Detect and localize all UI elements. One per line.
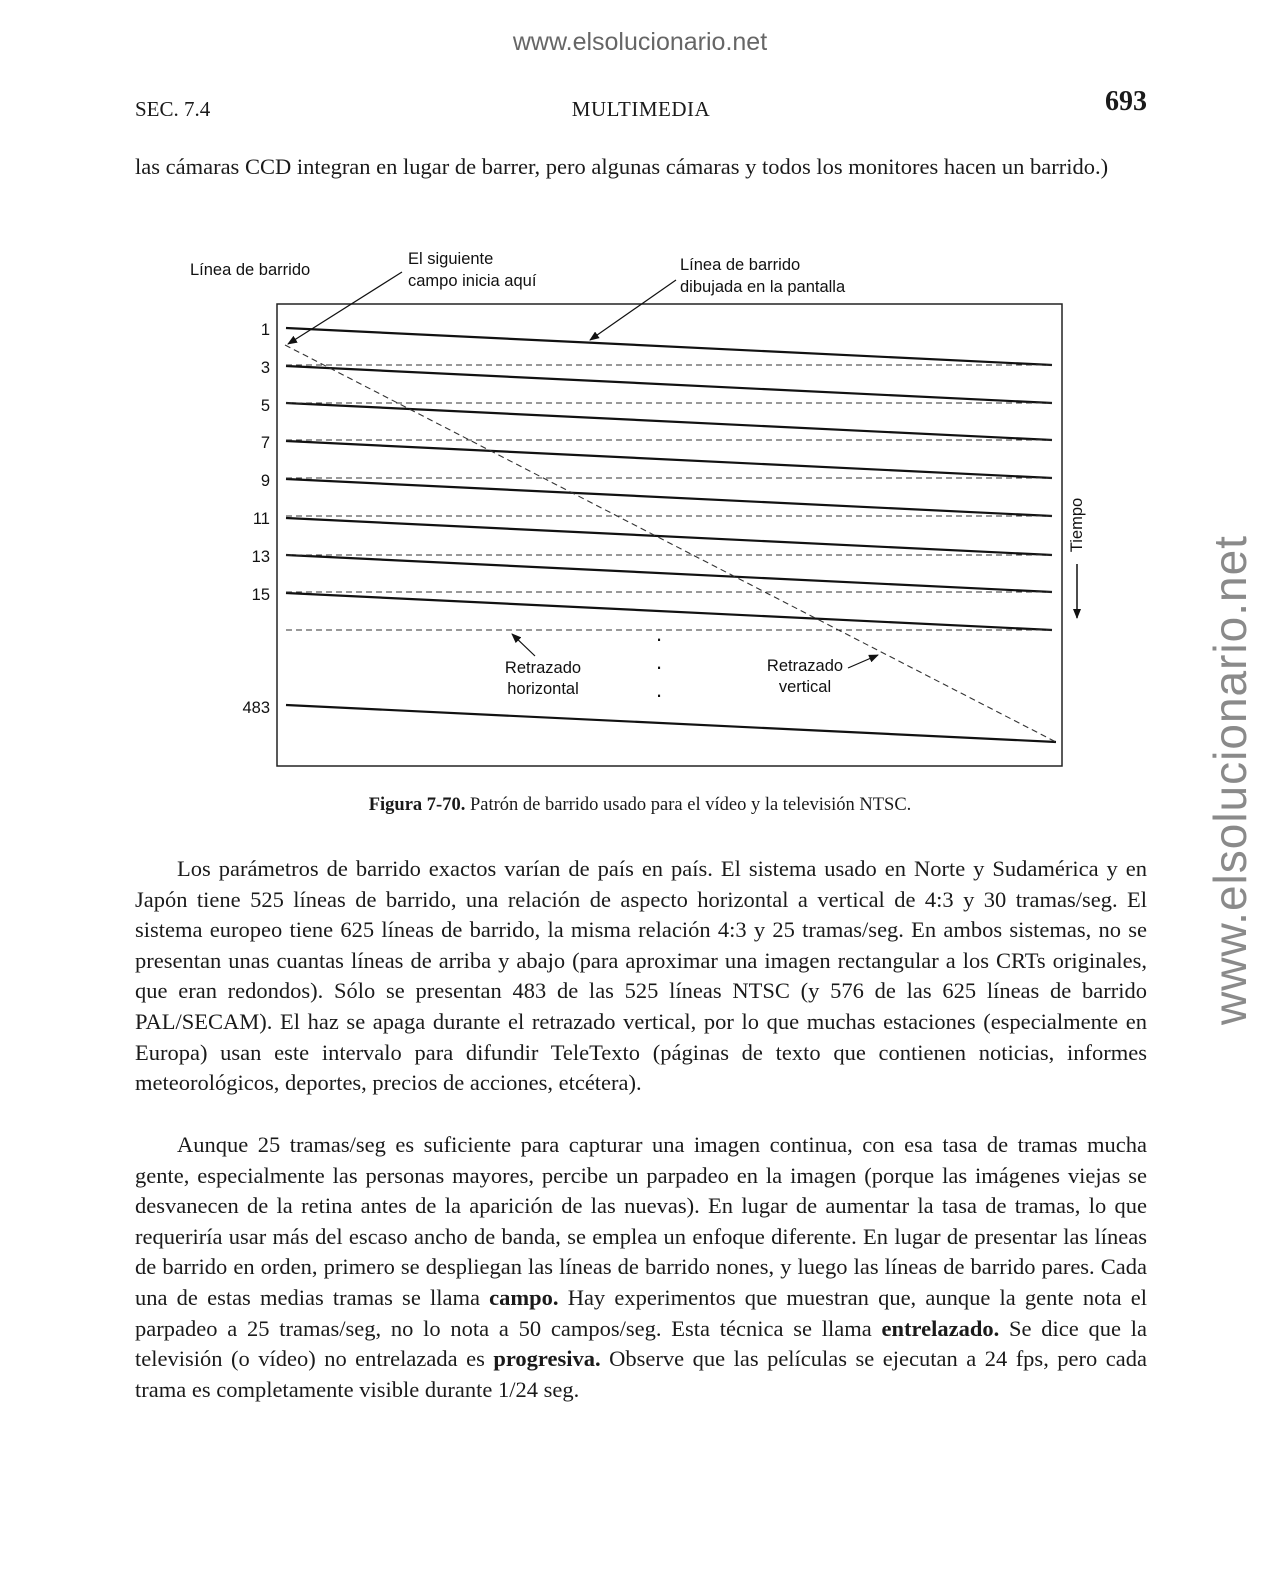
watermark-url-top: www.elsolucionario.net: [512, 28, 768, 56]
line-number: 13: [251, 548, 270, 566]
line-number: 3: [260, 359, 270, 377]
scan-line: [286, 593, 1052, 630]
body-paragraph-2-part-d: Observe que las películas se ejecutan a 24 fps, pero cada trama es completamente visible durante 1/24 seg.: [135, 1346, 1147, 1402]
body-paragraph-2-part-a: Aunque 25 tramas/seg es suficiente para capturar una imagen continua, con esa tasa de tramas mucha gente, especialmente las personas mayores, percibe un parpadeo en la imagen (porque las imágenes viejas se desvanecen de la retina antes de la aparición de las nuevas). En lugar de aumentar la tasa de tramas, lo que requeriría usar más del escaso ancho de banda, se emplea un enfoque diferente. En lugar de presentar las líneas de barrido en orden, primero se despliegan las líneas de barrido nones, y luego las líneas de barrido pares. Cada una de estas medias tramas se llama: [135, 1132, 1147, 1310]
vertical-retrace-label-line2: vertical: [778, 678, 832, 696]
chapter-title: MULTIMEDIA: [571, 97, 711, 121]
ellipsis-dot: ·: [655, 626, 663, 651]
line-number: 5: [260, 397, 270, 415]
scan-line: [286, 403, 1052, 440]
line-number-labels: [242, 321, 270, 717]
body-paragraph-2-part-b: Hay experimentos que muestran que, aunque la gente nota el parpadeo a 25 tramas/seg, no lo nota a 50 campos/seg. Esta técnica se llama: [135, 1284, 1147, 1341]
vertical-retrace-arrow: [848, 655, 878, 668]
figure-caption-label: Figura 7-70.: [368, 795, 466, 815]
scan-line: [286, 555, 1052, 592]
scan-pattern-diagram: [0, 230, 1280, 790]
figure-caption-text: Patrón de barrido usado para el vídeo y la televisión NTSC.: [469, 795, 912, 815]
horizontal-retrace-label-line2: horizontal: [507, 680, 579, 698]
scan-line: [286, 328, 1052, 365]
vertical-retrace-line: [285, 345, 1056, 742]
figure-caption: [0, 795, 1280, 816]
line-number: 9: [260, 472, 270, 490]
scan-line: [286, 518, 1052, 555]
term-entrelazado: entrelazado.: [881, 1315, 1000, 1341]
drawn-line-label-line2: dibujada en la pantalla: [680, 278, 846, 296]
vertical-retrace-label-line1: Retrazado: [766, 657, 844, 675]
line-number: 7: [260, 434, 270, 452]
horizontal-retrace-label-line1: Retrazado: [504, 659, 582, 677]
section-label: SEC. 7.4: [135, 97, 211, 121]
intro-paragraph: las cámaras CCD integran en lugar de barrer, pero algunas cámaras y todos los monitores hacen un barrido.): [135, 154, 1109, 179]
line-number: 1: [260, 321, 270, 339]
ellipsis-dots: [655, 626, 662, 707]
running-head: [135, 86, 1147, 128]
line-number: 483: [242, 699, 270, 717]
scan-line: [286, 366, 1052, 403]
page-number: 693: [1105, 86, 1147, 117]
time-axis-label: Tiempo: [1068, 497, 1086, 553]
line-number: 11: [252, 510, 270, 528]
term-progresiva: progresiva.: [493, 1346, 601, 1372]
scan-line: [286, 479, 1052, 516]
body-paragraph-2: [135, 1130, 1147, 1405]
body-paragraph-1: Los parámetros de barrido exactos varían de país en país. El sistema usado en Norte y Sudamérica y en Japón tiene 525 líneas de barrido, una relación de aspecto horizontal a vertical de 4:3 y 30 tramas/seg. El sistema europeo tiene 625 líneas de barrido, la misma relación 4:3 y 25 tramas/seg. En ambos sistemas, no se presentan unas cuantas líneas de arriba y abajo (para aproximar una imagen rectangular a los CRTs originales, que eran redondos). Sólo se presentan 483 de las 525 líneas NTSC (y 576 de las 625 líneas de barrido PAL/SECAM). El haz se apaga durante el retrazado vertical, por lo que muchas estaciones (especialmente en Europa) usan este intervalo para difundir TeleTexto (páginas de texto que contienen noticias, informes meteorológicos, deportes, precios de acciones, etcétera).: [135, 856, 1147, 1096]
next-field-label-line1: El siguiente: [408, 250, 494, 268]
horizontal-retrace-arrow: [512, 634, 535, 656]
drawn-line-arrow: [590, 280, 676, 340]
next-field-label-line2: campo inicia aquí: [408, 272, 537, 290]
scan-pattern-figure: [0, 230, 1280, 790]
scan-line-axis-label: Línea de barrido: [190, 261, 311, 279]
scan-line: [286, 441, 1052, 478]
term-campo: campo.: [489, 1284, 559, 1310]
scan-line: [286, 705, 1056, 742]
ellipsis-dot: ·: [655, 654, 663, 679]
screen-frame: [277, 304, 1062, 766]
scan-lines: [286, 328, 1056, 742]
line-number: 15: [251, 586, 270, 604]
watermark-url-side: www.elsolucionario.net: [1204, 535, 1256, 1025]
drawn-line-label-line1: Línea de barrido: [680, 256, 801, 274]
ellipsis-dot: ·: [655, 682, 663, 707]
body-paragraph-2-part-c: Se dice que la televisión (o vídeo) no entrelazada es: [135, 1315, 1147, 1372]
